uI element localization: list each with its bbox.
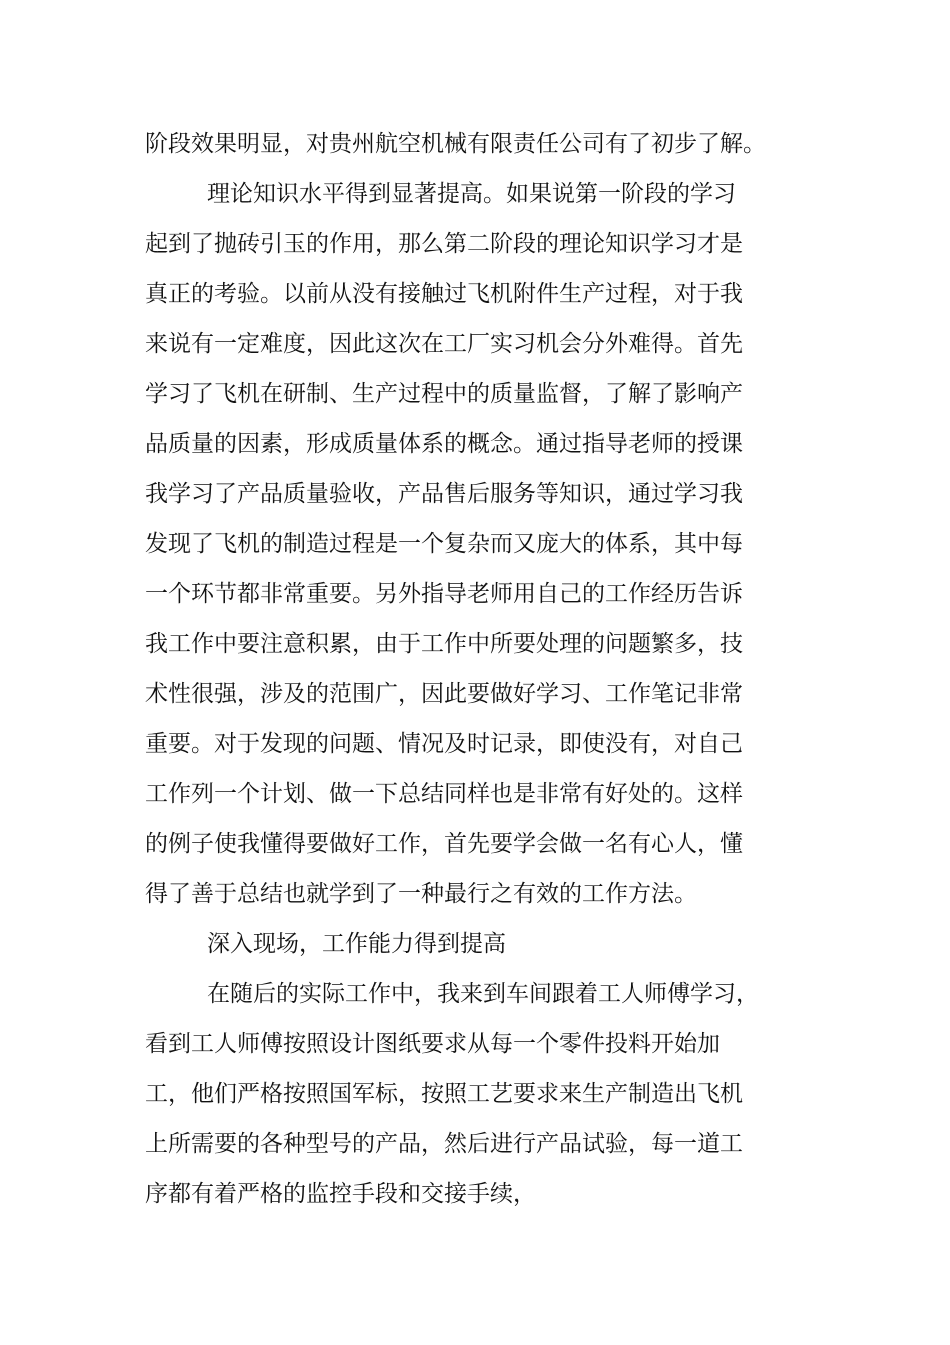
text-line: 我学习了产品质量验收，产品售后服务等知识，通过学习我	[145, 481, 743, 507]
text-line: 理论知识水平得到显著提高。如果说第一阶段的学习	[207, 181, 736, 207]
text-line: 真正的考验。以前从没有接触过飞机附件生产过程，对于我	[145, 281, 743, 307]
text-line: 工，他们严格按照国军标，按照工艺要求来生产制造出飞机	[145, 1081, 743, 1107]
text-line: 工作列一个计划、做一下总结同样也是非常有好处的。这样	[145, 781, 743, 807]
text-line: 起到了抛砖引玉的作用，那么第二阶段的理论知识学习才是	[145, 231, 743, 257]
text-line: 我工作中要注意积累，由于工作中所要处理的问题繁多，技	[145, 631, 743, 657]
section-heading: 深入现场，工作能力得到提高	[207, 931, 506, 957]
text-line: 重要。对于发现的问题、情况及时记录，即使没有，对自己	[145, 731, 743, 757]
text-line: 学习了飞机在研制、生产过程中的质量监督，了解了影响产	[145, 381, 743, 407]
text-line: 得了善于总结也就学到了一种最行之有效的工作方法。	[145, 881, 697, 907]
text-line: 序都有着严格的监控手段和交接手续，	[145, 1181, 536, 1207]
text-line: 看到工人师傅按照设计图纸要求从每一个零件投料开始加	[145, 1031, 720, 1057]
text-line: 的例子使我懂得要做好工作，首先要学会做一名有心人，懂	[145, 831, 743, 857]
text-line: 上所需要的各种型号的产品，然后进行产品试验，每一道工	[145, 1131, 743, 1157]
text-line: 来说有一定难度，因此这次在工厂实习机会分外难得。首先	[145, 331, 743, 357]
text-line: 发现了飞机的制造过程是一个复杂而又庞大的体系，其中每	[145, 531, 743, 557]
text-line: 术性很强，涉及的范围广，因此要做好学习、工作笔记非常	[145, 681, 743, 707]
text-line: 一个环节都非常重要。另外指导老师用自己的工作经历告诉	[145, 581, 743, 607]
body-text	[145, 119, 766, 1219]
text-line: 在随后的实际工作中，我来到车间跟着工人师傅学习，	[207, 981, 759, 1007]
text-line: 品质量的因素，形成质量体系的概念。通过指导老师的授课	[145, 431, 743, 457]
text-line: 阶段效果明显，对贵州航空机械有限责任公司有了初步了解。	[145, 131, 766, 157]
